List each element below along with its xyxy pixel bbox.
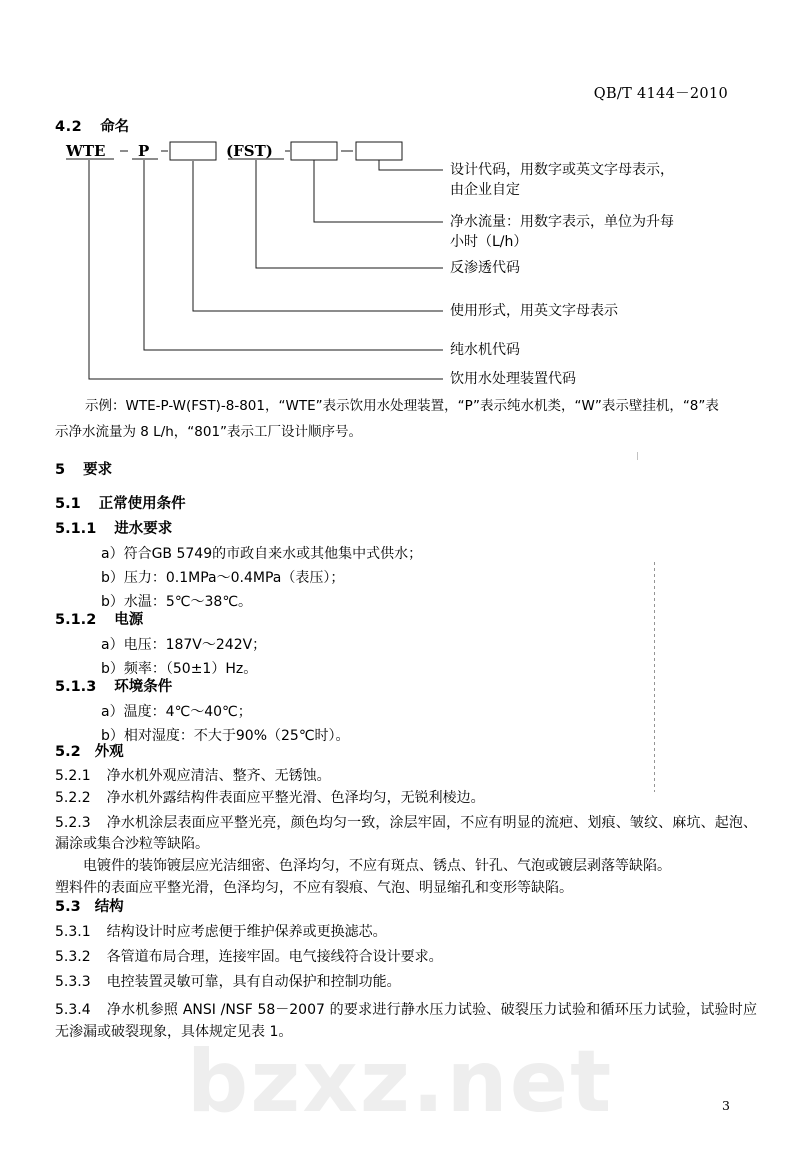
clause-5-1-3-heading — [55, 680, 755, 695]
clause-5-2-title: 外观 — [94, 744, 124, 760]
code-part-fst: (FST) — [226, 142, 273, 160]
clause-5-3-2-text: 各管道布局合理，连接牢固。电气接线符合设计要求。 — [106, 949, 443, 965]
clause-5-2-3 — [55, 813, 757, 856]
callout-pure-water-machine-code: 纯水机代码 — [450, 342, 520, 358]
page-number: 3 — [722, 1098, 730, 1113]
callout-ro-code: 反渗透代码 — [450, 260, 520, 276]
callout-design-code — [450, 161, 674, 201]
example-line-1: 示例：WTE-P-W(FST)-8-801，“WTE”表示饮用水处理装置，“P”表示纯水机类，“W”表示壁挂机，“8”表 — [85, 398, 719, 414]
clause-5-1-1-title: 进水要求 — [114, 521, 173, 537]
callout-flow-rate-line2: 小时（L/h） — [450, 233, 528, 250]
clause-5-3-3-number: 5.3.3 — [55, 974, 91, 990]
list-item: a）温度：4℃～40℃； — [101, 704, 252, 720]
clause-5-2-2 — [55, 791, 755, 805]
clause-5-1-3-number: 5.1.3 — [55, 679, 97, 695]
scan-artifact-mark — [637, 452, 638, 460]
clause-5-3-heading — [55, 900, 755, 915]
clause-5-2-3-text: 净水机涂层表面应平整光亮，颜色均匀一致，涂层牢固，不应有明显的流疤、划痕、皱纹、麻坑、起泡、漏涂或集合沙粒等缺陷。 — [55, 815, 757, 853]
list-item: b）频率：（50±1）Hz。 — [101, 661, 258, 677]
naming-code-diagram — [0, 0, 800, 400]
paragraph-text: 电镀件的装饰镀层应光洁细密、色泽均匀，不应有斑点、锈点、针孔、气泡或镀层剥落等缺陷。 — [83, 858, 671, 874]
list-item: b）压力：0.1MPa～0.4MPa（表压）； — [101, 570, 345, 586]
clause-5-heading — [55, 463, 755, 478]
clause-5-2-1 — [55, 769, 755, 783]
callout-design-code-line1: 设计代码，用数字或英文字母表示， — [450, 162, 674, 178]
callout-design-code-line2: 由企业自定 — [450, 181, 520, 198]
clause-5-1-2-heading — [55, 613, 755, 628]
clause-5-2-2-number: 5.2.2 — [55, 790, 91, 806]
clause-5-1-number: 5.1 — [55, 496, 81, 512]
list-item: b）相对湿度：不大于90%（25℃时）。 — [101, 728, 350, 744]
standard-code: QB/T 4144－2010 — [593, 86, 728, 102]
clause-5-3-4 — [55, 1000, 757, 1044]
clause-5-2-paragraph-1 — [55, 856, 757, 877]
watermark: bzxz.net — [186, 1032, 614, 1132]
clause-5-3-2 — [55, 950, 755, 964]
list-item: a）电压：187V～242V； — [101, 637, 267, 653]
clause-5-2-3-number: 5.2.3 — [55, 815, 91, 831]
paragraph-text: 塑料件的表面应平整光滑，色泽均匀，不应有裂痕、气泡、明显缩孔和变形等缺陷。 — [55, 880, 573, 896]
diagram-lines — [0, 0, 800, 400]
clause-5-number: 5 — [55, 462, 66, 478]
callout-flow-rate — [450, 213, 674, 253]
clause-5-2-1-text: 净水机外观应清洁、整齐、无锈蚀。 — [106, 768, 331, 784]
clause-5-1-heading — [55, 497, 755, 512]
callout-device-code: 饮用水处理装置代码 — [450, 371, 576, 387]
clause-5-3-1-number: 5.3.1 — [55, 924, 91, 940]
clause-5-title: 要求 — [83, 462, 113, 478]
example-block — [55, 400, 755, 439]
clause-5-1-3-items — [55, 705, 755, 743]
clause-5-2-1-number: 5.2.1 — [55, 768, 91, 784]
list-item: a）符合GB 5749的市政自来水或其他集中式供水； — [101, 546, 423, 562]
clause-5-2-paragraph-2 — [55, 878, 757, 899]
clause-5-3-3-text: 电控装置灵敏可靠，具有自动保护和控制功能。 — [106, 974, 401, 990]
callout-use-form: 使用形式，用英文字母表示 — [450, 303, 618, 319]
clause-5-1-2-number: 5.1.2 — [55, 612, 97, 628]
clause-5-2-heading — [55, 745, 755, 760]
clause-5-1-3-title: 环境条件 — [114, 679, 173, 695]
code-part-wte: WTE — [66, 142, 106, 160]
example-line-2: 示净水流量为 8 L/h，“801”表示工厂设计顺序号。 — [55, 423, 363, 440]
clause-5-1-1-heading — [55, 522, 755, 537]
clause-5-3-4-text: 净水机参照 ANSI /NSF 58－2007 的要求进行静水压力试验、破裂压力试验和循环压力试验，试验时应无渗漏或破裂现象，具体规定见表 1。 — [55, 1002, 757, 1040]
clause-5-1-2-items — [55, 638, 755, 676]
clause-5-3-3 — [55, 975, 755, 989]
page-header — [594, 82, 728, 103]
clause-5-3-1 — [55, 925, 755, 939]
clause-5-1-1-number: 5.1.1 — [55, 521, 97, 537]
callout-flow-rate-line1: 净水流量：用数字表示，单位为升每 — [450, 214, 674, 230]
clause-5-2-number: 5.2 — [55, 744, 81, 760]
code-part-p: P — [138, 142, 150, 160]
clause-5-3-4-number: 5.3.4 — [55, 1002, 91, 1018]
clause-5-2-2-text: 净水机外露结构件表面应平整光滑、色泽均匀，无锐利棱边。 — [106, 790, 485, 806]
clause-5-3-number: 5.3 — [55, 899, 81, 915]
list-item: b）水温：5℃～38℃。 — [101, 594, 253, 610]
clause-5-3-1-text: 结构设计时应考虑便于维护保养或更换滤芯。 — [106, 924, 387, 940]
clause-5-1-2-title: 电源 — [114, 612, 144, 628]
clause-5-3-2-number: 5.3.2 — [55, 949, 91, 965]
clause-4-2-title: 命名 — [100, 119, 130, 135]
clause-5-3-title: 结构 — [94, 899, 124, 915]
clause-5-1-title: 正常使用条件 — [98, 496, 186, 512]
clause-4-2-number: 4.2 — [55, 119, 83, 135]
clause-5-1-1-items — [55, 547, 755, 609]
